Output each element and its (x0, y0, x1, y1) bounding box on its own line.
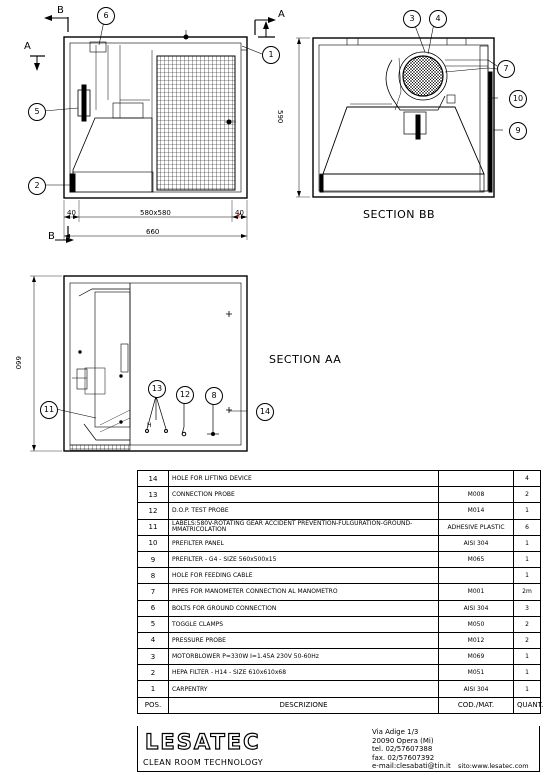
bom-code-cell: M008 (439, 487, 514, 503)
address-line-2: 20090 Opera (Mi) (372, 736, 434, 745)
bom-qty-cell: 1 (514, 665, 541, 681)
bom-code-cell: M001 (439, 584, 514, 600)
bom-qty-cell: 1 (514, 649, 541, 665)
callout-7: 7 (497, 60, 515, 78)
phone: tel. 02/57607388 (372, 745, 433, 753)
bom-header-pos: POS. (138, 697, 169, 713)
callout-14: 14 (256, 403, 274, 421)
bom-desc-cell: PREFILTER - G4 - SIZE 560x500x15 (169, 551, 439, 567)
callout-5: 5 (28, 103, 46, 121)
bom-desc-cell: TOGGLE CLAMPS (169, 616, 439, 632)
table-row (138, 665, 541, 681)
table-row (138, 503, 541, 519)
callout-6: 6 (97, 7, 115, 25)
view-marker-a-left: A (24, 41, 31, 52)
fax: fax. 02/57607392 (372, 753, 435, 762)
table-row (138, 632, 541, 648)
table-row (138, 519, 541, 535)
bom-code-cell: M069 (439, 649, 514, 665)
section-bb-view (296, 38, 494, 197)
bom-qty-cell: 1 (514, 503, 541, 519)
view-marker-a-right: A (278, 9, 285, 20)
callout-3: 3 (403, 10, 421, 28)
bom-desc-cell: HEPA FILTER - H14 - SIZE 610x610x68 (169, 665, 439, 681)
table-row (138, 487, 541, 503)
bom-code-cell: ADHESIVE PLASTIC (439, 519, 514, 535)
bom-desc-cell: PIPES FOR MANOMETER CONNECTION AL MANOMETRO (169, 584, 439, 600)
bom-qty-cell: 2 (514, 616, 541, 632)
bom-desc-cell: HOLE FOR LIFTING DEVICE (169, 471, 439, 487)
bill-of-materials-table (137, 470, 544, 714)
bom-pos-cell: 9 (138, 551, 169, 567)
view-marker-b-top: B (57, 5, 64, 16)
bom-qty-cell: 6 (514, 519, 541, 535)
table-row (138, 568, 541, 584)
bom-pos-cell: 13 (138, 487, 169, 503)
dim-40-right: 40 (235, 209, 244, 217)
bom-header-desc: DESCRIZIONE (169, 697, 439, 713)
bom-pos-cell: 2 (138, 665, 169, 681)
bom-body (138, 471, 544, 714)
probe-letter: H (147, 422, 152, 429)
callout-13: 13 (148, 380, 166, 398)
bom-qty-cell: 2m (514, 584, 541, 600)
callout-1: 1 (262, 46, 280, 64)
bom-pos-cell: 11 (138, 519, 169, 535)
company-logo: LESATEC (145, 730, 261, 754)
bom-pos-cell: 10 (138, 535, 169, 551)
bom-code-cell: AISI 304 (439, 535, 514, 551)
bom-desc-cell: LABELS:580V-ROTATING GEAR ACCIDENT PREVENTION-FULGURATION-GROUND-MMATRICOLATION (169, 519, 439, 535)
email: e-mail:clesabati@tin.it (372, 762, 451, 770)
bom-header-code: COD./MAT. (439, 697, 514, 713)
bom-pos-cell: 14 (138, 471, 169, 487)
table-row (138, 616, 541, 632)
bom-pos-cell: 3 (138, 649, 169, 665)
callout-4: 4 (429, 10, 447, 28)
bom-qty-cell: 1 (514, 568, 541, 584)
bom-pos-cell: 12 (138, 503, 169, 519)
bom-code-cell: M014 (439, 503, 514, 519)
bom-desc-cell: PREFILTER PANEL (169, 535, 439, 551)
bom-header-qty: QUANT. (514, 697, 541, 713)
table-row (138, 471, 541, 487)
bom-qty-cell: 3 (514, 600, 541, 616)
bom-code-cell: M012 (439, 632, 514, 648)
bom-pos-cell: 7 (138, 584, 169, 600)
bom-code-cell (439, 471, 514, 487)
bom-code-cell: M050 (439, 616, 514, 632)
bom-code-cell: M065 (439, 551, 514, 567)
table-row (138, 649, 541, 665)
section-aa-view (30, 276, 247, 451)
table-row (138, 681, 541, 697)
callout-11: 11 (40, 401, 58, 419)
table-row (138, 551, 541, 567)
bom-qty-cell: 2 (514, 632, 541, 648)
dim-590: 590 (276, 110, 284, 124)
bom-desc-cell: MOTORBLOWER P=330W I=1.45A 230V 50-60Hz (169, 649, 439, 665)
bom-desc-cell: HOLE FOR FEEDING CABLE (169, 568, 439, 584)
callout-8: 8 (205, 387, 223, 405)
table-row (138, 535, 541, 551)
callout-2: 2 (28, 177, 46, 195)
title-block (137, 726, 540, 772)
website: sito:www.lesatec.com (458, 762, 529, 770)
bom-qty-cell: 2 (514, 487, 541, 503)
callout-10: 10 (509, 90, 527, 108)
bom-desc-cell: PRESSURE PROBE (169, 632, 439, 648)
section-bb-title: SECTION BB (363, 208, 436, 221)
bom-code-cell: AISI 304 (439, 681, 514, 697)
view-marker-b-bottom: B (48, 231, 55, 242)
bom-desc-cell: D.O.P. TEST PROBE (169, 503, 439, 519)
bom-qty-cell: 1 (514, 681, 541, 697)
bom-code-cell: M051 (439, 665, 514, 681)
bom-desc-cell: CONNECTION PROBE (169, 487, 439, 503)
bom-pos-cell: 5 (138, 616, 169, 632)
bom-pos-cell: 4 (138, 632, 169, 648)
bom-header-row (138, 697, 541, 713)
callout-12: 12 (176, 386, 194, 404)
bom-code-cell (439, 568, 514, 584)
address-line-1: Via Adige 1/3 (372, 728, 419, 736)
dim-580: 580x580 (140, 209, 171, 217)
company-address (372, 728, 451, 771)
bom-qty-cell: 1 (514, 535, 541, 551)
dim-40-left: 40 (67, 209, 76, 217)
bom-qty-cell: 1 (514, 551, 541, 567)
table-row (138, 600, 541, 616)
dim-660-vertical: 660 (14, 356, 22, 370)
company-tagline: CLEAN ROOM TECHNOLOGY (143, 758, 264, 767)
section-aa-title: SECTION AA (269, 353, 342, 366)
dim-660: 660 (146, 228, 160, 236)
bom-pos-cell: 1 (138, 681, 169, 697)
table-row (138, 584, 541, 600)
bom-desc-cell: BOLTS FOR GROUND CONNECTION (169, 600, 439, 616)
bom-code-cell: AISI 304 (439, 600, 514, 616)
callout-9: 9 (509, 122, 527, 140)
bom-pos-cell: 8 (138, 568, 169, 584)
bom-qty-cell: 4 (514, 471, 541, 487)
bom-desc-cell: CARPENTRY (169, 681, 439, 697)
bom-pos-cell: 6 (138, 600, 169, 616)
